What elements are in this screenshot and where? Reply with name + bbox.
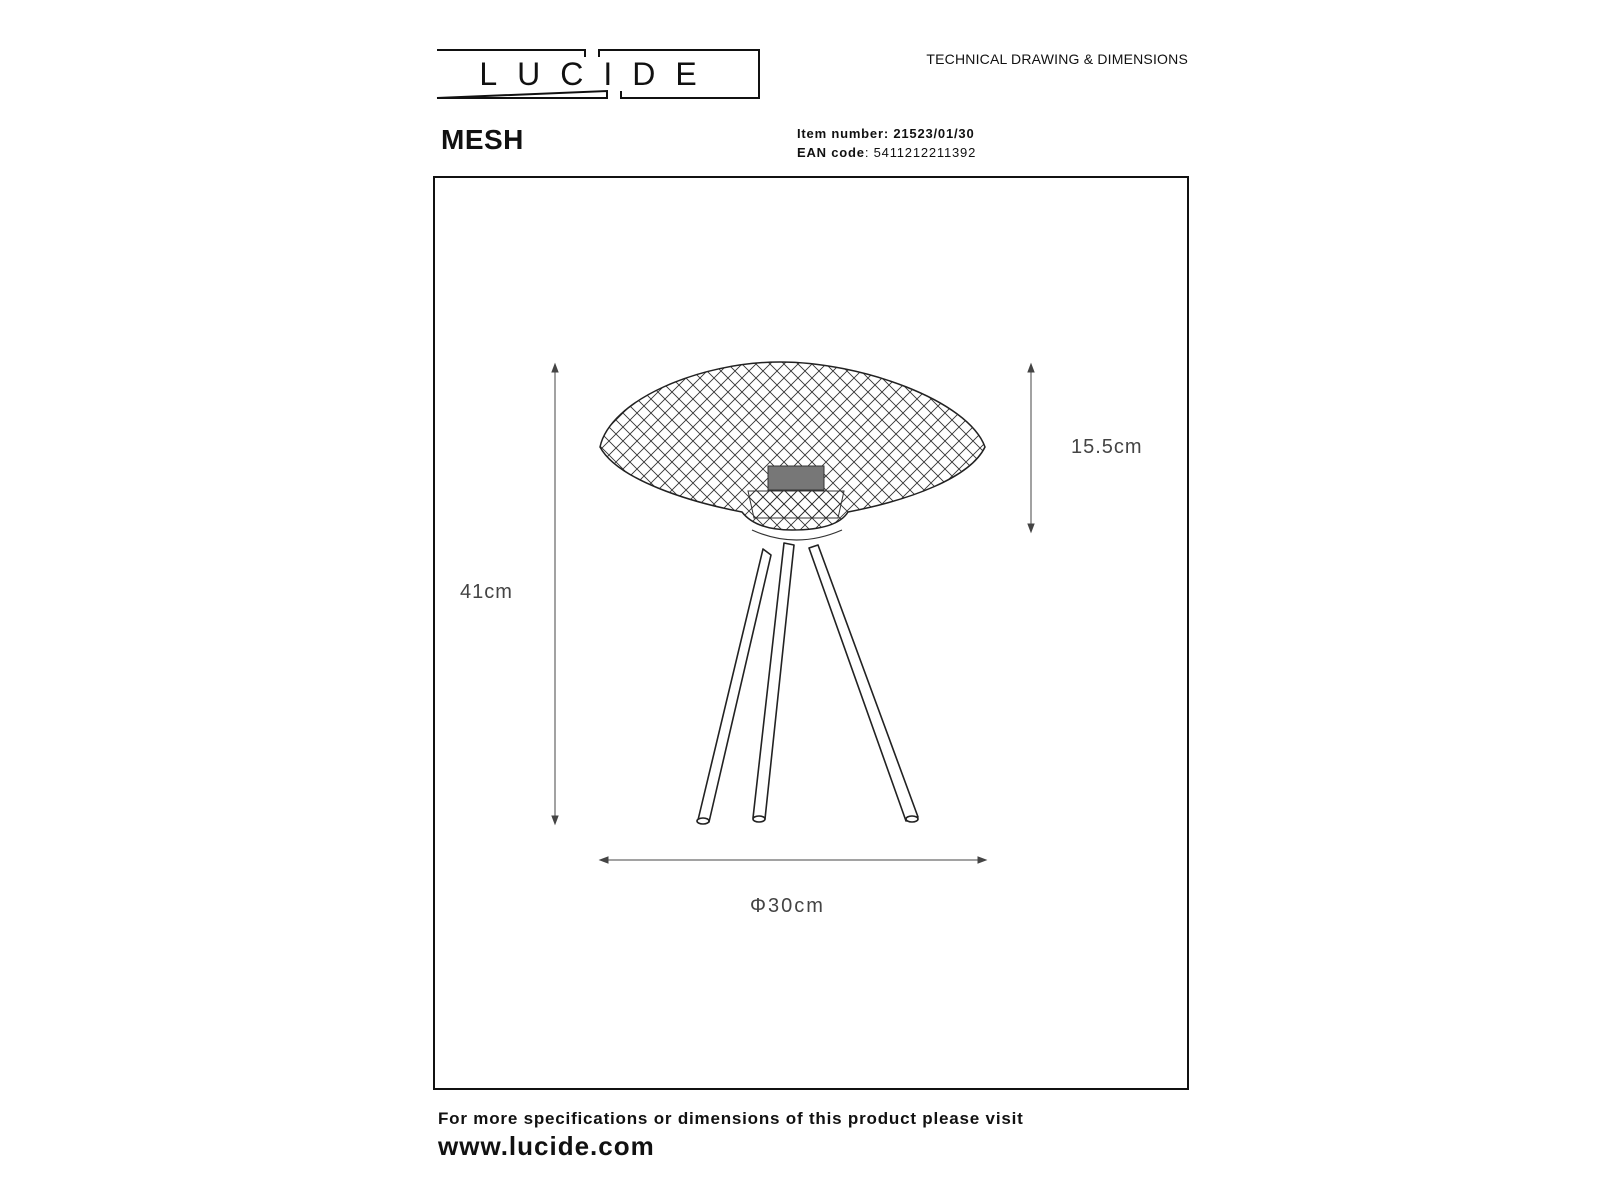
dimension-diameter <box>600 857 986 863</box>
item-number-value: 21523/01/30 <box>893 126 975 141</box>
ean-label: EAN code <box>797 145 865 160</box>
footer-url[interactable]: www.lucide.com <box>438 1131 655 1161</box>
item-number-label: Item number <box>797 126 884 141</box>
dimension-shade-height <box>1028 364 1034 532</box>
diameter-label: Φ30cm <box>750 895 825 917</box>
ean-value: 5411212211392 <box>873 145 977 160</box>
lamp-shade <box>590 355 990 540</box>
footer-note: For more specifications or dimensions of this product please visit <box>438 1109 1024 1128</box>
section-title: TECHNICAL DRAWING & DIMENSIONS <box>926 51 1188 67</box>
svg-text:LUCIDE: LUCIDE <box>479 56 717 92</box>
tripod-legs <box>697 543 918 824</box>
product-name: MESH <box>441 124 524 155</box>
item-number-row: Item number: 21523/01/30 <box>797 126 975 141</box>
ean-row: EAN code: 5411212211392 <box>797 145 977 160</box>
dimension-total-height <box>552 364 558 824</box>
shade-height-label: 15.5cm <box>1071 436 1143 458</box>
total-height-label: 41cm <box>460 581 513 603</box>
